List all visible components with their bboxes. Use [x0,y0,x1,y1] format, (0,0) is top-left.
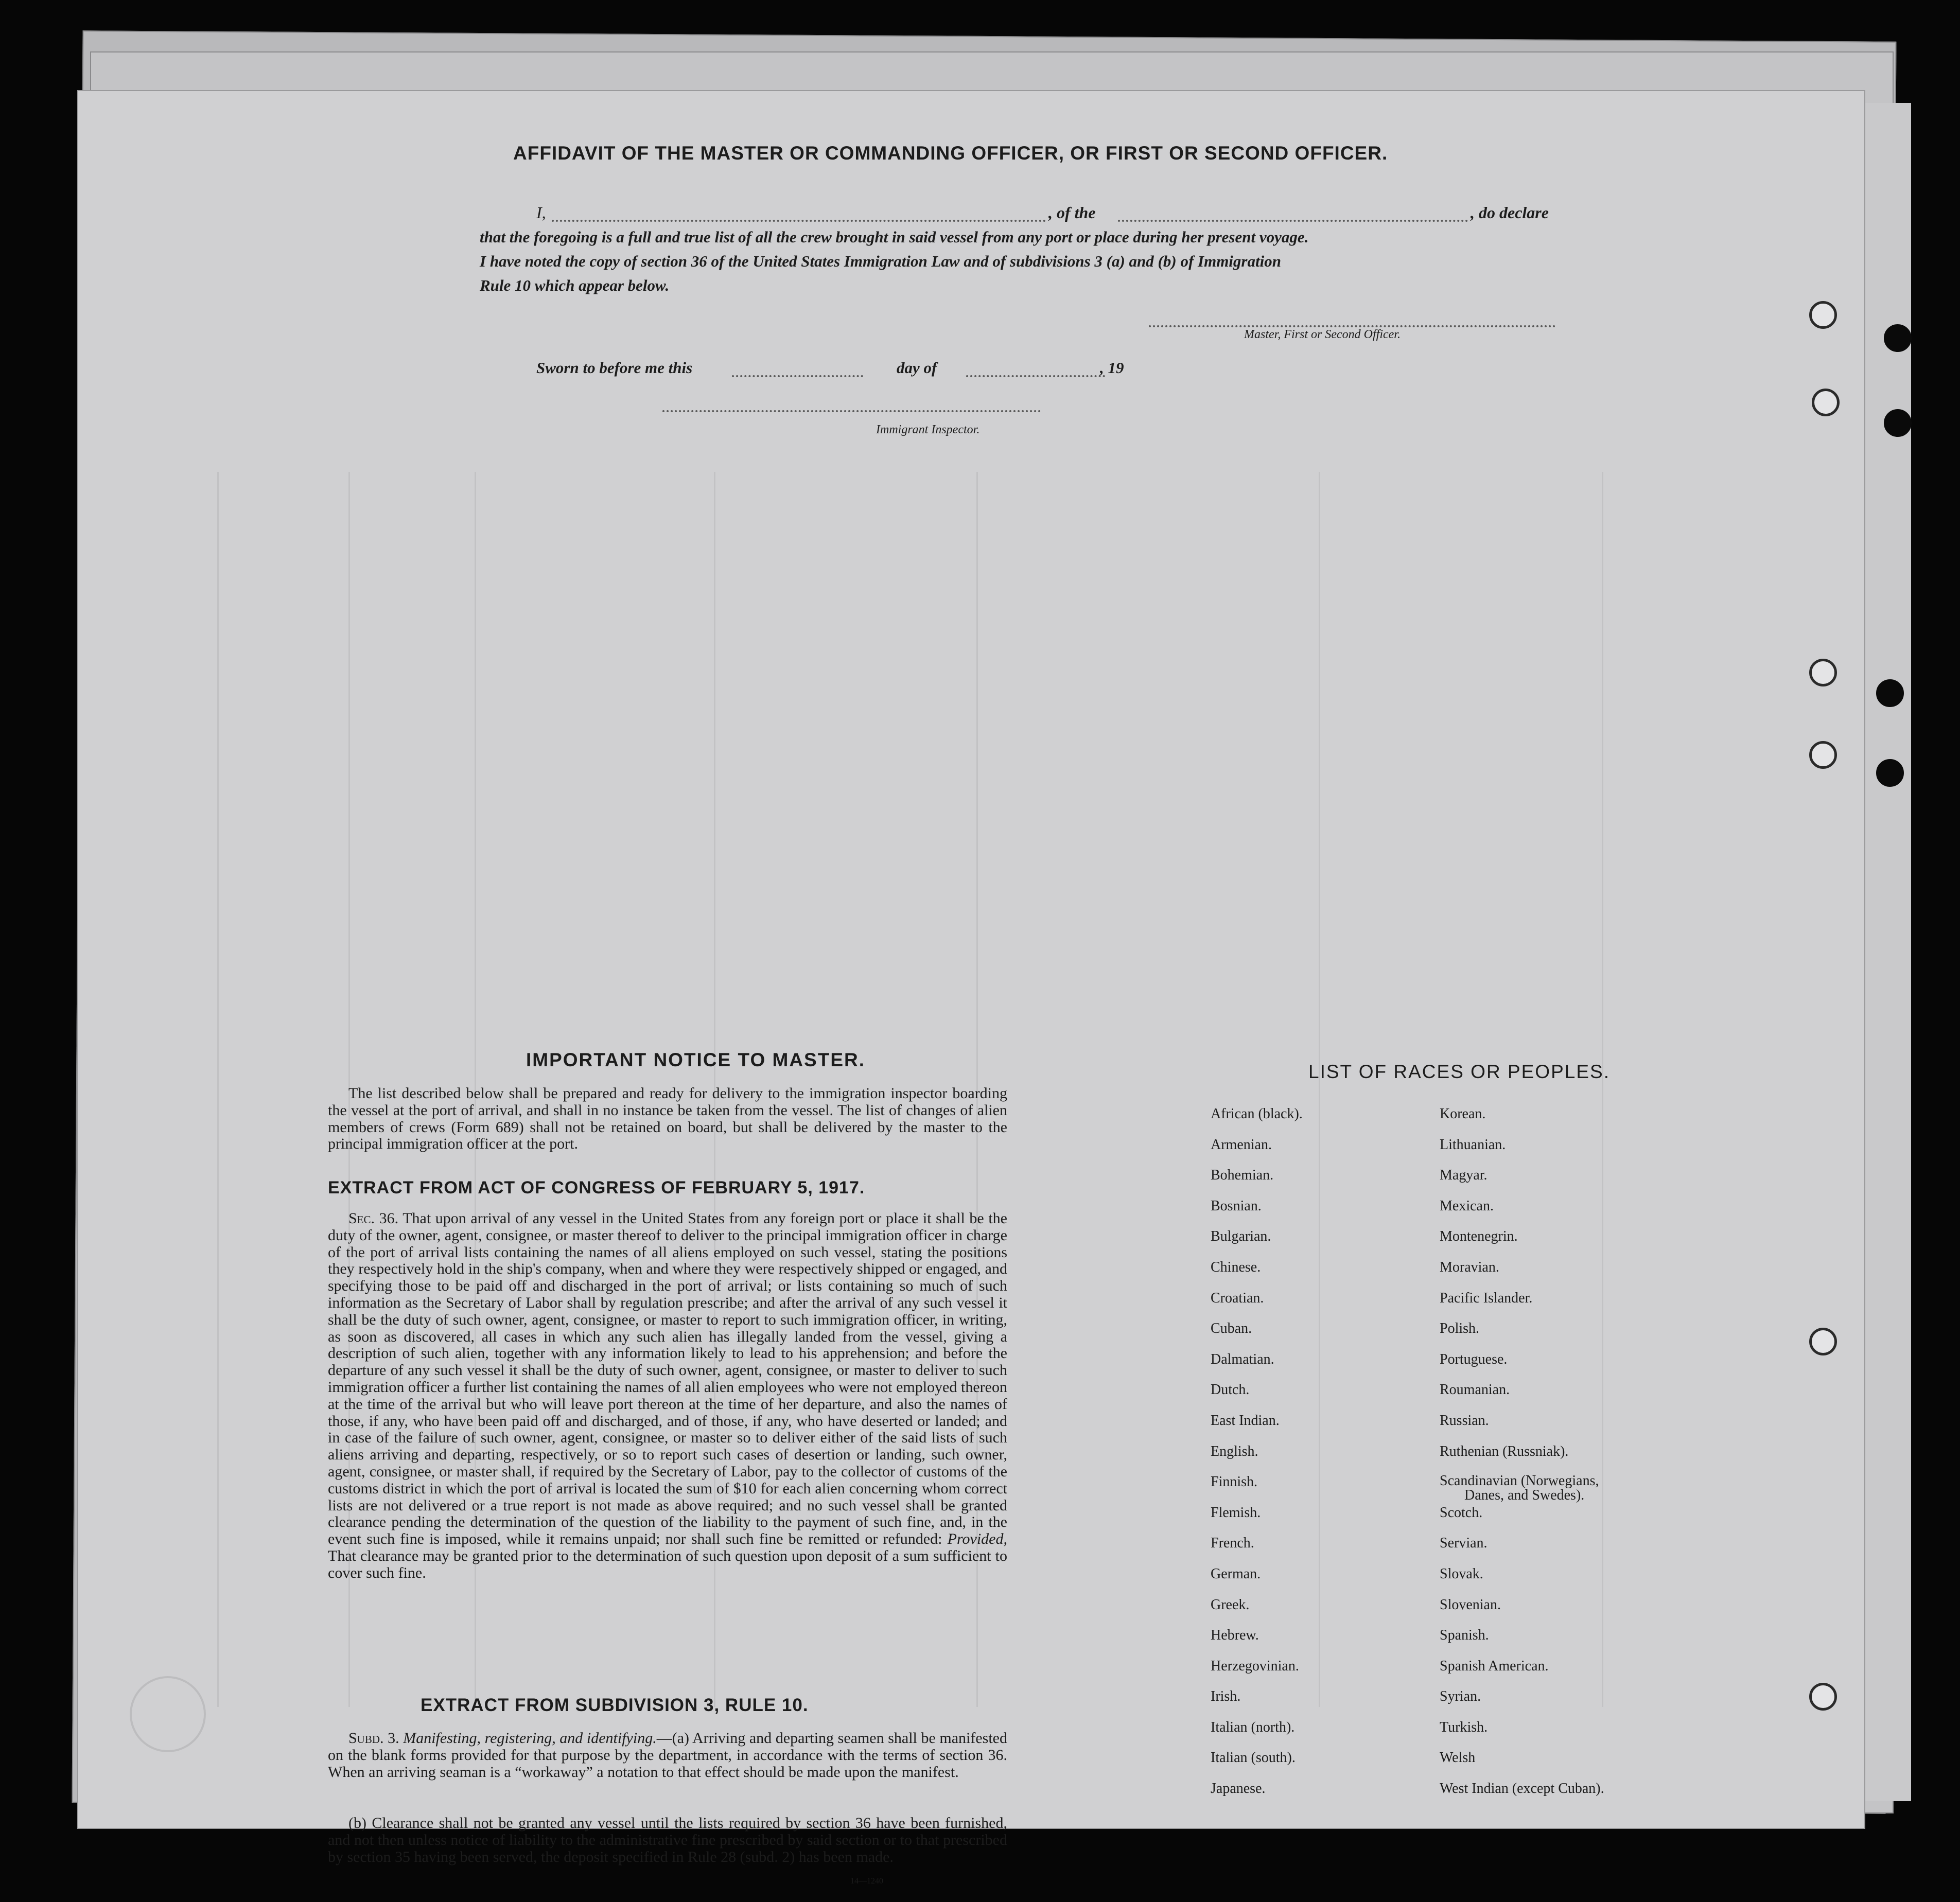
rule-title: EXTRACT FROM SUBDIVISION 3, RULE 10. [421,1695,809,1715]
binder-hole [1809,301,1837,329]
race-item: Turkish. [1440,1719,1488,1735]
race-item: French. [1211,1535,1254,1552]
subd-heading: Manifesting, registering, and identifying. [403,1730,657,1747]
race-item: Dutch. [1211,1382,1250,1398]
year-label: , 19 [1100,359,1124,377]
race-item: Magyar. [1440,1167,1487,1184]
race-item: Slovenian. [1440,1596,1501,1613]
race-item: Mexican. [1440,1197,1494,1214]
document-page [77,90,1865,1886]
race-item: Spanish American. [1440,1658,1549,1674]
race-item: East Indian. [1211,1412,1280,1429]
race-item: Hebrew. [1211,1627,1259,1644]
binder-hole [1876,679,1904,707]
month-blank [966,375,1105,377]
name-blank [552,220,1046,222]
races-title: LIST OF RACES OR PEOPLES. [1308,1061,1610,1082]
race-item: Bohemian. [1211,1167,1274,1184]
race-item: Flemish. [1211,1504,1261,1521]
race-item: Russian. [1440,1412,1489,1429]
race-item: Ruthenian (Russniak). [1440,1443,1569,1459]
binder-hole [1876,759,1904,787]
ghost-rule [217,472,219,1707]
race-item: Irish. [1211,1688,1241,1705]
race-item: Greek. [1211,1596,1250,1613]
race-item: Cuban. [1211,1320,1252,1337]
race-item [1440,1474,1604,1505]
rule-text-a [328,1730,1007,1781]
affidavit-i: I, [536,203,546,222]
race-item: Welsh [1440,1750,1476,1766]
race-item: Finnish. [1211,1474,1258,1490]
races-right-column [1440,1106,1604,1811]
notice-text: The list described below shall be prepared and ready for delivery to the immigration inspector boarding the vessel at the port of arrival, and shall in no instance be taken from the vessel. The list of changes of alien members of crews (Form 689) shall not be retained on board, but shall be delivered by the master to the principal immigration officer at the port. [328,1085,1007,1153]
race-item: English. [1211,1443,1258,1459]
affidavit-declare: , do declare [1471,203,1549,222]
day-blank [732,375,863,377]
race-item: Scotch. [1440,1504,1483,1521]
binder-hole [1812,389,1840,416]
race-item: Japanese. [1211,1781,1266,1797]
race-item: Armenian. [1211,1136,1272,1153]
race-item: Korean. [1440,1106,1486,1122]
race-item: Italian (north). [1211,1719,1295,1735]
section-label: Sec. 36. [348,1210,399,1227]
act-body-end: That clearance may be granted prior to the determination of such question upon deposit of a sum sufficient to cover such fine. [328,1547,1007,1581]
race-item: Moravian. [1440,1259,1499,1275]
stamp-mark [130,1676,206,1752]
inspector-blank [662,410,1041,412]
race-item: Spanish. [1440,1627,1489,1644]
affidavit-of-the: , of the [1048,203,1096,222]
day-of-label: day of [897,359,937,377]
signature-blank [1149,325,1555,327]
affidavit-line3: I have noted the copy of section 36 of the United States Immigration Law and of subdivisions 3 (a) and (b) of Immigration [480,252,1281,270]
binder-hole [1809,1328,1837,1355]
affidavit-title: AFFIDAVIT OF THE MASTER OR COMMANDING OFFICER, OR FIRST OR SECOND OFFICER. [513,143,1388,164]
race-item: Chinese. [1211,1259,1261,1275]
vessel-blank [1118,220,1468,222]
race-item: Servian. [1440,1535,1487,1552]
race-item: West Indian (except Cuban). [1440,1781,1604,1797]
rule-a-body: —(a) Arriving and departing seamen shall be manifested on the blank forms provided for that purpose by the department, in accordance with the terms of section 36. When an arriving seaman is a “workaway” a notation to that effect should be made upon the manifest. [328,1730,1007,1781]
race-item: Dalmatian. [1211,1351,1274,1367]
binder-hole [1884,409,1912,437]
ghost-rule [1319,472,1320,1707]
subd-label: Subd. 3. [348,1730,399,1747]
affidavit-line2: that the foregoing is a full and true list of all the crew brought in said vessel from any port or place during her present voyage. [480,228,1309,246]
form-number: 14—1240 [850,1877,883,1886]
race-item: Syrian. [1440,1688,1481,1705]
binder-hole [1809,741,1837,769]
race-item: Lithuanian. [1440,1136,1506,1153]
notice-title: IMPORTANT NOTICE TO MASTER. [526,1049,866,1070]
act-text [328,1210,1007,1582]
rule-text-b: (b) Clearance shall not be granted any vessel until the lists required by section 36 have been furnished, and not then unless notice of liability to the administrative fine prescribed by said section or to that prescribed by section 35 having been served, the deposit specified in Rule 28 (subd. 2) has been made. [328,1815,1007,1865]
race-item: Polish. [1440,1320,1480,1337]
race-item: Portuguese. [1440,1351,1508,1367]
binder-hole [1809,1683,1837,1711]
binder-hole [1809,659,1837,686]
act-body: That upon arrival of any vessel in the United States from any foreign port or place it shall be the duty of the owner, agent, consignee, or master thereof to deliver to the principal immigration officer in charge of the port of arrival lists containing the names of all aliens employed on such vessel, stating the positions they respectively hold in the ship's company, when and where they were respectively shipped or engaged, and specifying those to be paid off and discharged in the port of arrival; or lists containing so much of such information as the Secretary of Labor shall by regulation prescribe; and after the arrival of any such vessel it shall be the duty of such owner, agent, consignee, or master to report to such immigration officer, in writing, as soon as discovered, all cases in which any such alien has illegally landed from the vessel, giving a description of such alien, together with any information likely to lead to his apprehension; and before the departure of any such vessel it shall be the duty of such owner, agent, consignee, or master to deliver to such immigration officer a further list containing the names of all alien employees who were not employed thereon at the time of the arrival but who will leave port thereon at the time of her departure, and also the names of those, if any, who have been paid off and discharged, and of those, if any, who have deserted or landed; and in case of the failure of such owner, agent, consignee, or master so to deliver either of the said lists of such aliens arriving and departing, respectively, or so to report such cases of desertion or landing, such owner, agent, consignee, or master shall, if required by the Secretary of Labor, pay to the collector of customs of the customs district in which the port of arrival is located the sum of $10 for each alien concerning whom correct lists are not delivered or a true report is not made as above required; and no such vessel shall be granted clearance pending the determination of the question of the liability to the payment of such fine, and, in the event such fine is imposed, while it remains unpaid; nor shall such fine be remitted or refunded: [328,1210,1007,1548]
inspector-label: Immigrant Inspector. [876,423,980,436]
race-item: Pacific Islander. [1440,1290,1533,1306]
race-item: African (black). [1211,1106,1303,1122]
race-item: Herzegovinian. [1211,1658,1299,1674]
provided-word: Provided, [947,1530,1007,1548]
race-item: Montenegrin. [1440,1228,1518,1245]
race-item-scandinavian-cont: Danes, and Swedes). [1464,1487,1585,1504]
affidavit-line4: Rule 10 which appear below. [480,276,670,294]
race-item: Bosnian. [1211,1197,1262,1214]
race-item: German. [1211,1565,1261,1582]
act-title: EXTRACT FROM ACT OF CONGRESS OF FEBRUARY 5, 1917. [328,1178,865,1197]
sworn-label: Sworn to before me this [536,359,693,377]
race-item: Croatian. [1211,1290,1264,1306]
race-item-scandinavian: Scandinavian (Norwegians, [1440,1473,1599,1489]
race-item: Slovak. [1440,1565,1483,1582]
race-item: Italian (south). [1211,1750,1296,1766]
race-item: Bulgarian. [1211,1228,1271,1245]
binder-hole [1884,324,1912,352]
master-label: Master, First or Second Officer. [1244,328,1401,341]
race-item: Roumanian. [1440,1382,1510,1398]
races-left-column [1211,1106,1303,1811]
